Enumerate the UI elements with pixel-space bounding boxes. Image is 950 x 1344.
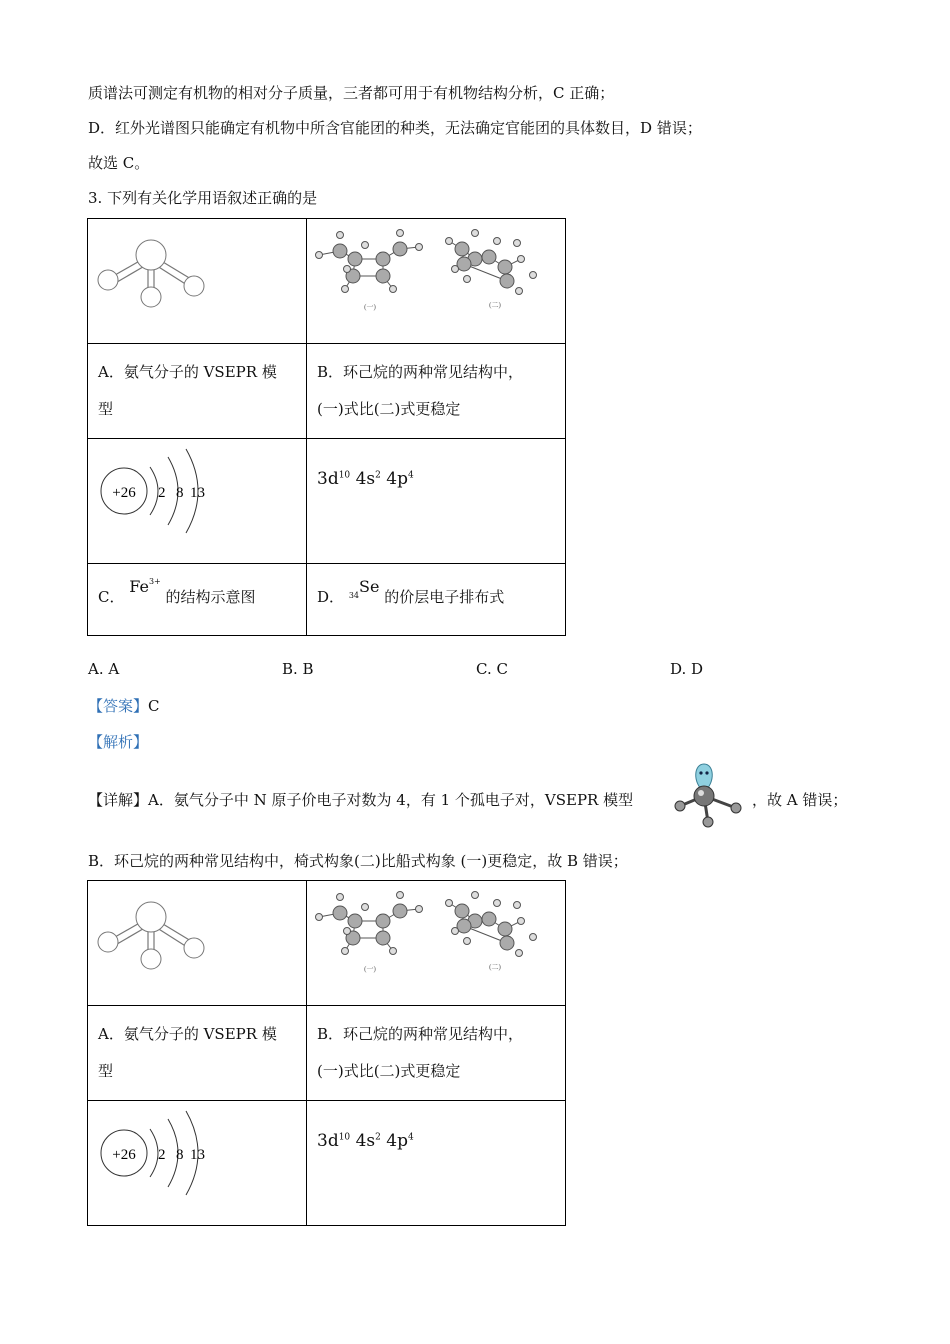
ammonia-vsepr-figure <box>88 219 306 339</box>
config-3d-sup: 10 <box>338 470 351 481</box>
nucleus-charge-2: +26 <box>112 1147 136 1163</box>
option-a-cell-2 <box>88 1006 307 1101</box>
option-c-suffix: 的结构示意图 <box>165 588 256 606</box>
detail-a-text: A．氨气分子中 N 原子价电子对数为 4，有 1 个孤电子对，VSEPR 模型 <box>148 791 634 809</box>
detail-tag: 【详解】 <box>88 791 149 809</box>
conformer-2-label-2: (二) <box>489 963 501 971</box>
config-4p-sup: 4 <box>407 470 414 481</box>
ammonia-model-cell <box>88 219 307 344</box>
shell-1-count: 2 <box>158 485 166 501</box>
config-4s: 4s <box>355 469 376 489</box>
choice-b: B. B <box>282 660 314 678</box>
cyclohexane-conformers-figure-2 <box>307 881 565 1001</box>
fe-symbol: Fe <box>129 577 149 596</box>
question-table-repeat <box>87 880 566 1226</box>
fe-ion-structure-diagram <box>88 439 306 559</box>
option-c-prefix: C． <box>98 588 125 606</box>
fe-ion-structure-diagram-2 <box>88 1101 306 1221</box>
detail-a-line <box>88 789 633 810</box>
option-d-cell <box>307 564 566 636</box>
config-4s-2: 4s <box>355 1131 376 1151</box>
shell-2-count-2: 8 <box>176 1147 184 1163</box>
analysis-tag: 【解析】 <box>88 733 149 751</box>
answer-line <box>88 695 160 716</box>
option-b-label-2: (一)式比(二)式更稳定 <box>317 400 461 418</box>
ammonia-vsepr-figure-2 <box>88 881 306 1001</box>
conformer-2-label: (二) <box>489 301 501 309</box>
question-table <box>87 218 566 636</box>
valence-config <box>307 439 565 519</box>
conformer-1-label: (一) <box>364 303 376 311</box>
question-3-title: 3. 下列有关化学用语叙述正确的是 <box>88 189 318 207</box>
ammonia-model-cell-2 <box>88 881 307 1006</box>
nucleus-charge: +26 <box>112 485 136 501</box>
shell-2-count: 8 <box>176 485 184 501</box>
detail-a-tail: ，故 A 错误； <box>752 791 848 809</box>
config-3d: 3d <box>317 469 339 489</box>
text-line-3: 故选 C。 <box>88 154 150 172</box>
option-c-cell <box>88 564 307 636</box>
cyclohexane-model-cell-2 <box>307 881 566 1006</box>
text-line-2: D．红外光谱图只能确定有机物中所含官能团的种类，无法确定官能团的具体数目，D 错误； <box>88 119 702 137</box>
config-3d-2: 3d <box>317 1131 339 1151</box>
se-symbol: Se <box>359 577 380 596</box>
option-a-label-r2: 型 <box>98 1062 114 1080</box>
option-d-prefix: D． <box>317 588 345 606</box>
option-a-label-2: 型 <box>98 400 114 418</box>
fe-charge: 3+ <box>148 577 161 586</box>
option-b-cell-2 <box>307 1006 566 1101</box>
ammonia-3d-model-icon <box>668 760 750 832</box>
option-a-label: A．氨气分子的 VSEPR 模 <box>98 363 277 381</box>
cyclohexane-model-cell <box>307 219 566 344</box>
choice-d: D. D <box>670 660 704 678</box>
config-4s-sup-2: 2 <box>375 1132 381 1143</box>
option-b-label-r2: (一)式比(二)式更稳定 <box>317 1062 461 1080</box>
shell-1-count-2: 2 <box>158 1147 166 1163</box>
conformer-1-label-2: (一) <box>364 965 376 973</box>
se-config-cell-2 <box>307 1101 566 1226</box>
fe-ion-diagram-cell-2 <box>88 1101 307 1226</box>
option-a-cell <box>88 344 307 439</box>
shell-3-count: 13 <box>190 485 205 501</box>
text-line-1: 质谱法可测定有机物的相对分子质量，三者都可用于有机物结构分析，C 正确； <box>88 84 615 102</box>
answer-tag: 【答案】 <box>88 697 149 715</box>
config-4s-sup: 2 <box>375 470 381 481</box>
se-config-cell <box>307 439 566 564</box>
detail-b-line: B．环己烷的两种常见结构中，椅式构象(二)比船式构象 (一)更稳定，故 B 错误； <box>88 852 628 870</box>
answer-value: C <box>148 697 160 715</box>
config-4p: 4p <box>386 469 408 489</box>
config-4p-sup-2: 4 <box>407 1132 414 1143</box>
shell-3-count-2: 13 <box>190 1147 205 1163</box>
se-mass-number: 34 <box>348 591 359 600</box>
option-b-label-r: B．环己烷的两种常见结构中， <box>317 1025 524 1043</box>
fe-ion-diagram-cell <box>88 439 307 564</box>
cyclohexane-conformers-figure <box>307 219 565 339</box>
config-4p-2: 4p <box>386 1131 408 1151</box>
option-a-label-r: A．氨气分子的 VSEPR 模 <box>98 1025 277 1043</box>
option-b-cell <box>307 344 566 439</box>
choice-c: C. C <box>476 660 508 678</box>
valence-config-2 <box>307 1101 565 1181</box>
choice-a: A. A <box>88 660 120 678</box>
config-3d-sup-2: 10 <box>338 1132 351 1143</box>
option-d-suffix: 的价层电子排布式 <box>384 588 505 606</box>
option-b-label: B．环己烷的两种常见结构中， <box>317 363 524 381</box>
